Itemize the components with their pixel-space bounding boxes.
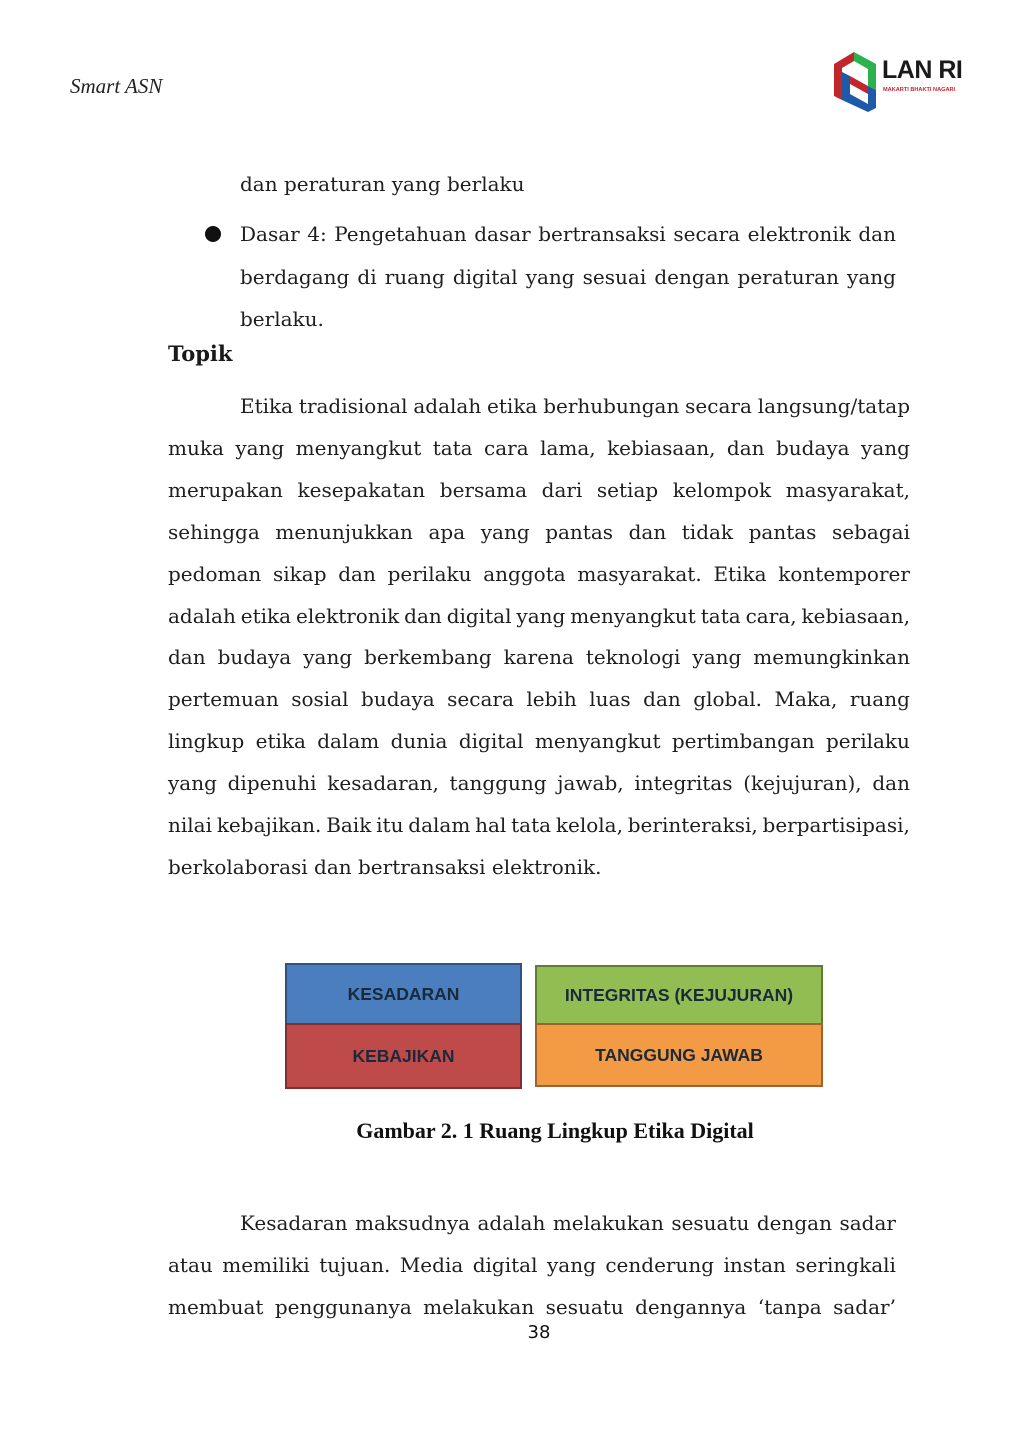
word: jawab, <box>557 771 624 796</box>
word: yang <box>235 435 285 460</box>
text-line <box>168 762 910 804</box>
word: secara <box>447 687 514 712</box>
word: dasar <box>474 222 531 246</box>
word: digital <box>446 603 512 628</box>
word: yang <box>480 519 530 544</box>
text-line <box>168 804 910 846</box>
word: yang <box>847 264 896 289</box>
word: berpartisipasi, <box>762 813 910 837</box>
word: dan <box>858 222 896 246</box>
word: bertransaksi <box>538 222 666 246</box>
word: Dasar <box>240 222 300 246</box>
text-line <box>168 511 910 553</box>
word: (kejujuran), <box>743 771 862 796</box>
word: peraturan <box>737 264 839 289</box>
logo-wordmark: LAN RI <box>882 56 963 84</box>
word: 4: <box>307 222 327 246</box>
word: melakukan <box>552 1211 664 1235</box>
word: Maka, <box>774 687 838 712</box>
lan-ri-logo-icon <box>830 50 880 112</box>
text-line <box>240 298 324 340</box>
word: berkembang <box>364 645 492 670</box>
page-number: 38 <box>527 1322 551 1343</box>
word: yang <box>692 645 742 670</box>
word: kontemporer <box>778 561 910 586</box>
word: sikap <box>273 561 327 586</box>
word: kesadaran, <box>327 771 439 796</box>
box-kebajikan: KEBAJIKAN <box>285 1023 522 1089</box>
text-line <box>168 1244 896 1286</box>
word: instan <box>723 1253 786 1277</box>
word: yang <box>525 264 575 289</box>
word: budaya <box>775 435 850 460</box>
word: melakukan <box>423 1295 535 1319</box>
word: muka <box>168 435 224 460</box>
word: masyarakat, <box>785 477 910 502</box>
figure-caption: Gambar 2. 1 Ruang Lingkup Etika Digital <box>356 1118 754 1143</box>
word: pertimbangan <box>671 729 815 754</box>
word: Etika <box>240 394 294 418</box>
word: dan <box>338 561 376 586</box>
lan-ri-logo <box>830 50 980 112</box>
word: dan <box>643 687 681 712</box>
word: dalam <box>317 729 380 754</box>
word: menyangkut <box>295 435 422 460</box>
word: seringkali <box>795 1253 896 1277</box>
word: ‘tanpa <box>757 1295 822 1319</box>
word: berlaku. <box>240 307 324 331</box>
text-line <box>168 636 910 678</box>
word: lama, <box>540 435 596 460</box>
word: dunia <box>390 729 448 754</box>
word: dan <box>168 645 206 670</box>
word: tujuan. <box>319 1253 391 1277</box>
word: dan <box>872 771 910 796</box>
word: pantas <box>748 519 817 544</box>
word: pantas <box>545 519 614 544</box>
word: Pengetahuan <box>334 222 467 246</box>
word: nilai <box>168 813 212 837</box>
word: dan <box>726 435 765 460</box>
text-line <box>168 720 910 762</box>
word: digital <box>472 1253 538 1277</box>
word: dan <box>628 519 667 544</box>
word: berdagang <box>240 264 350 289</box>
running-header-title: Smart ASN <box>70 74 163 98</box>
word: ruang <box>849 687 910 712</box>
word: cenderung <box>605 1253 715 1277</box>
word: atau <box>168 1253 213 1277</box>
word: adalah <box>168 603 236 628</box>
word: sehingga <box>168 519 260 544</box>
word: dengan <box>654 264 730 289</box>
word: sesuai <box>582 264 647 289</box>
word: membuat <box>168 1295 264 1319</box>
word: tanggung <box>449 771 547 796</box>
word: secara <box>685 394 752 418</box>
word: dalam <box>408 813 471 837</box>
word: merupakan <box>168 477 283 502</box>
word: kebiasaan, <box>801 603 910 628</box>
word: yang <box>516 603 566 628</box>
text-line <box>240 256 896 298</box>
word: adalah <box>477 1211 546 1235</box>
text-line <box>168 553 910 595</box>
word: tradisional <box>298 394 408 418</box>
box-tanggung-jawab: TANGGUNG JAWAB <box>535 1023 823 1087</box>
word: masyarakat. <box>577 561 702 586</box>
word: tidak <box>681 519 734 544</box>
word: pertemuan <box>168 687 279 712</box>
word: secara <box>673 222 741 246</box>
word: dengan <box>756 1211 832 1235</box>
word: digital <box>458 729 524 754</box>
word: etika <box>255 729 306 754</box>
word: berhubungan <box>543 394 680 418</box>
box-kesadaran: KESADARAN <box>285 963 522 1025</box>
word: setiap <box>596 477 659 502</box>
word: kebajikan. <box>216 813 322 837</box>
word: kebiasaan, <box>607 435 716 460</box>
word: apa <box>428 519 466 544</box>
word: itu <box>376 813 404 837</box>
word: lebih <box>526 687 577 712</box>
word: tata <box>511 813 552 837</box>
text-line <box>240 1202 896 1244</box>
word: sadar’ <box>833 1295 896 1319</box>
text-line <box>168 846 602 888</box>
word: menyangkut <box>570 603 696 628</box>
word: elektronik <box>747 222 851 246</box>
word: langsung/tatap <box>757 394 910 418</box>
word: penggunanya <box>274 1295 412 1319</box>
word: Kesadaran <box>240 1211 348 1235</box>
word: digital <box>452 264 518 289</box>
text-line <box>240 213 896 255</box>
word: maksudnya <box>354 1211 471 1235</box>
word: sebagai <box>832 519 910 544</box>
word: berinteraksi, <box>627 813 758 837</box>
text-line <box>240 385 910 427</box>
logo-tagline: MAKARTI BHAKTI NAGARI <box>883 87 956 93</box>
word: anggota <box>483 561 566 586</box>
box-integritas: INTEGRITAS (KEJUJURAN) <box>535 965 823 1025</box>
bullet-continuation-line: dan peraturan yang berlaku <box>240 172 525 196</box>
word: sosial <box>291 687 349 712</box>
word: dengannya <box>635 1295 747 1319</box>
word: kelola, <box>555 813 623 837</box>
word: kesepakatan <box>297 477 426 502</box>
word: memiliki <box>222 1253 310 1277</box>
word: sadar <box>839 1211 896 1235</box>
word: Baik <box>326 813 372 837</box>
word: menyangkut <box>534 729 661 754</box>
word: global. <box>693 687 763 712</box>
word: sesuatu <box>545 1295 624 1319</box>
text-line <box>168 678 910 720</box>
word: Etika <box>713 561 767 586</box>
word: sesuatu <box>671 1211 750 1235</box>
word: perilaku <box>826 729 910 754</box>
word: karena <box>503 645 574 670</box>
word: di <box>357 264 377 289</box>
word: dari <box>541 477 583 502</box>
text-line <box>168 427 910 469</box>
word: tata <box>700 603 741 628</box>
word: bersama <box>439 477 528 502</box>
word: yang <box>546 1253 596 1277</box>
word: dipenuhi <box>227 771 317 796</box>
word: menunjukkan <box>275 519 413 544</box>
word: lingkup <box>168 729 245 754</box>
word: pedoman <box>168 561 262 586</box>
digital-ethics-figure <box>285 963 825 1089</box>
word: memungkinkan <box>753 645 910 670</box>
word: perilaku <box>387 561 472 586</box>
word: berkolaborasi dan bertransaksi elektronik. <box>168 854 602 879</box>
word: cara, <box>745 603 797 628</box>
word: hal <box>475 813 507 837</box>
word: etika <box>240 603 292 628</box>
word: dan <box>404 603 442 628</box>
word: integritas <box>634 771 733 796</box>
word: teknologi <box>585 645 681 670</box>
word: budaya <box>361 687 435 712</box>
section-heading: Topik <box>168 341 233 366</box>
text-line <box>168 595 910 637</box>
word: yang <box>168 771 217 796</box>
text-line <box>168 469 910 511</box>
word: budaya <box>217 645 292 670</box>
word: etika <box>487 394 538 418</box>
word: yang <box>303 645 353 670</box>
word: luas <box>589 687 631 712</box>
word: ruang <box>384 264 445 289</box>
word: adalah <box>413 394 482 418</box>
word: Media <box>399 1253 464 1277</box>
bullet-dot-icon <box>205 226 221 242</box>
word: tata <box>432 435 473 460</box>
word: yang <box>861 435 910 460</box>
word: kelompok <box>672 477 772 502</box>
word: elektronik <box>296 603 400 628</box>
word: cara <box>484 435 529 460</box>
